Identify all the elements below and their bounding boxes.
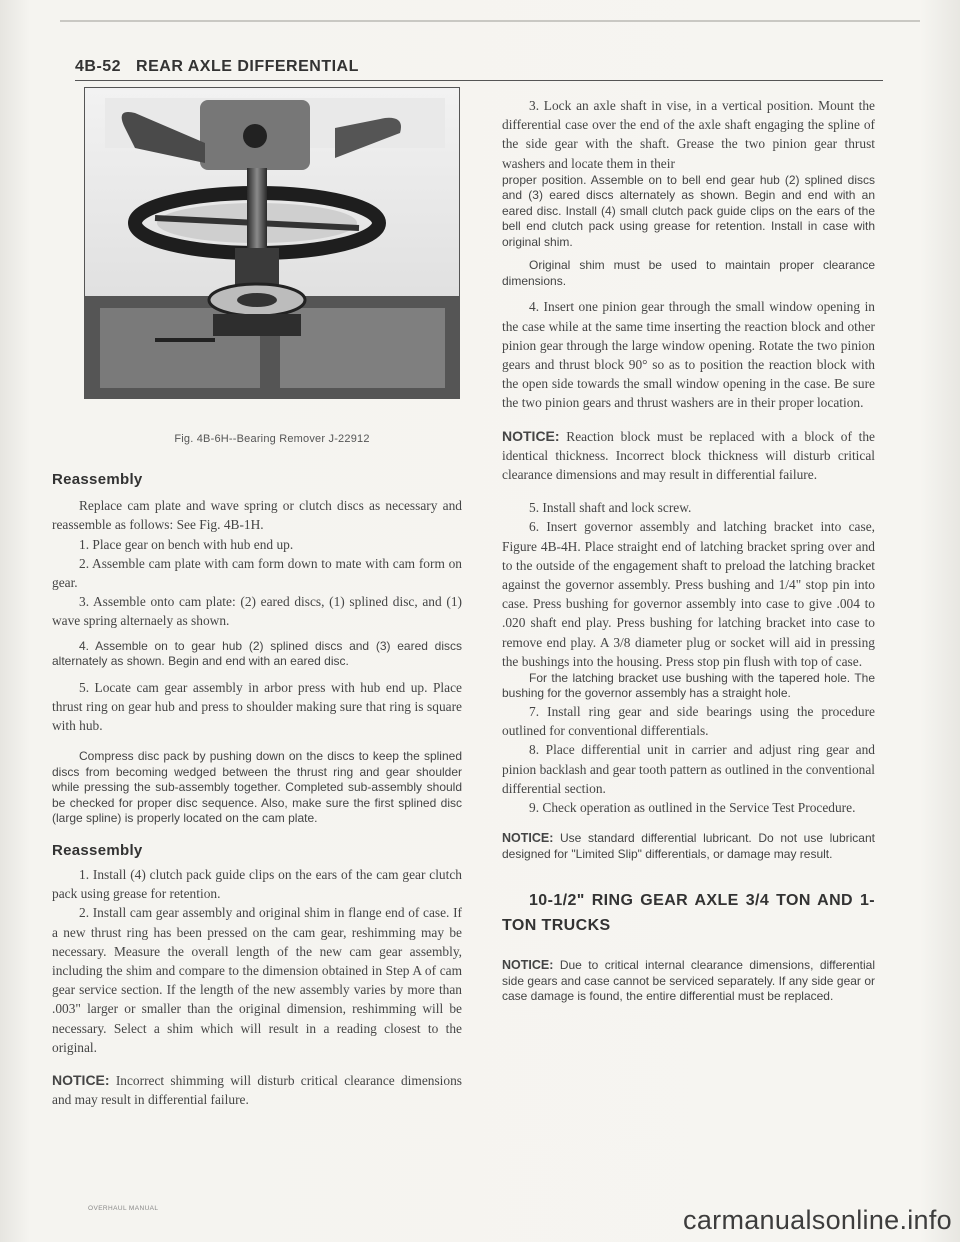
right-paragraph: 8. Place differential unit in carrier and adjust ring gear and pinion backlash and gear tooth pattern as outlined in the conventional differential section.	[502, 742, 875, 796]
scan-edge-line	[60, 20, 920, 22]
left-paragraph: 5. Locate cam gear assembly in arbor press with hub end up. Place thrust ring on gear hub and press to shoulder making sure that ring is square with hub.	[52, 679, 462, 734]
notice-text: Use standard differential lubricant. Do not use lubricant designed for "Limited Slip" differentials, or damage may result.	[502, 831, 875, 861]
notice-text: Due to critical internal clearance dimensions, differential side gears and case cannot be serviced separately. If any side gear or case damage is found, the entire differential must be replaced.	[502, 958, 875, 1004]
press-tool-illustration	[85, 88, 459, 398]
ring-gear-axle-heading: 10-1/2" RING GEAR AXLE 3/4 TON AND 1-TON TRUCKS	[502, 892, 875, 935]
right-paragraph: 3. Lock an axle shaft in vise, in a vertical position. Mount the differential case over the end of the axle shaft engaging the spline of the side gear with the shaft. Grease the two pinion gear thrust washers and locate them in their	[502, 98, 875, 171]
notice-shimming	[52, 1071, 462, 1109]
right-paragraph: 7. Install ring gear and side bearings using the procedure outlined for conventional differentials.	[502, 703, 875, 739]
right-paragraph: For the latching bracket use bushing with the tapered hole. The bushing for the governor assembly has a straight hole.	[502, 670, 875, 701]
right-paragraph: 9. Check operation as outlined in the Service Test Procedure.	[529, 799, 856, 815]
left-paragraph: 4. Assemble on to gear hub (2) splined discs and (3) eared discs alternately as shown. Begin and end with an eared disc.	[52, 638, 462, 669]
left-paragraph: 2. Assemble cam plate with cam form down to mate with cam form on gear.	[52, 555, 462, 591]
page-number: 4B-52	[75, 58, 122, 75]
notice-label: NOTICE:	[502, 427, 560, 444]
left-paragraph: 2. Install cam gear assembly and original shim in flange end of case. If a new thrust ring has been pressed on the cam gear, reshimming may be necessary. Measure the overall length of the new cam gear assembly, including the shim and compare to the dimension obtained in Step A of cam gear service section. If the length of the new assembly varies by more than .003" larger or smaller than the original dimension, reshimming will be necessary. Select a shim which will result in a reading closest to the original.	[52, 905, 462, 1055]
notice-lubricant	[502, 831, 875, 862]
left-paragraph: 3. Assemble onto cam plate: (2) eared discs, (1) splined disc, and (1) wave spring alternaely as shown.	[52, 594, 462, 629]
notice-internal-clearance	[502, 958, 875, 1005]
left-paragraph: 1. Place gear on bench with hub end up.	[79, 536, 294, 552]
left-paragraph: Replace cam plate and wave spring or clutch discs as necessary and reassemble as follows: See Fig. 4B-1H.	[52, 498, 462, 533]
left-column	[52, 470, 462, 1109]
right-paragraph: 4. Insert one pinion gear through the small window opening in the case while at the same time inserting the reaction block and other pinion gear through the large window opening. Rotate the two pinion gears and thrust block 90° so as to position the reaction block with the open side towards the small window opening in the case. Be sure the two pinion gears and thrust washers are in their proper location.	[502, 299, 875, 411]
notice-label: NOTICE:	[502, 958, 554, 973]
right-paragraph: proper position. Assemble on to bell end gear hub (2) splined discs and (3) eared discs alternately as shown. Begin and end with an eared disc. Install (4) small clutch pack guide clips on the ears of the bell end clutch pack using grease for retention. Install in case with original shim.	[502, 172, 875, 249]
right-paragraph: Original shim must be used to maintain proper clearance dimensions.	[502, 258, 875, 288]
bearing-remover-photo	[84, 87, 460, 399]
notice-label: NOTICE:	[52, 1071, 110, 1088]
left-paragraph: Compress disc pack by pushing down on the discs to keep the splined discs from becoming wedged between the thrust ring and gear shoulder while pressing the sub-assembly together. Completed sub-assembly should be checked for proper disc sequence. Also, make sure the first splined disc (large spline) is properly located on the cam plate.	[52, 749, 462, 826]
watermark: carmanualsonline.info	[683, 1205, 952, 1235]
right-column	[502, 96, 875, 1005]
page-header	[75, 58, 883, 81]
right-paragraph: 5. Install shaft and lock screw.	[529, 500, 692, 516]
notice-text: Incorrect shimming will disturb critical clearance dimensions and may result in differential failure.	[52, 1072, 462, 1108]
figure-caption: Fig. 4B-6H--Bearing Remover J-22912	[174, 433, 370, 445]
notice-label: NOTICE:	[502, 831, 554, 846]
section-title: REAR AXLE DIFFERENTIAL	[136, 58, 359, 75]
reassembly-heading-1: Reassembly	[52, 471, 143, 488]
reassembly-heading-2: Reassembly	[52, 841, 143, 859]
right-paragraph: 6. Insert governor assembly and latching bracket into case, Figure 4B-4H. Place straight end of latching bracket spring over and to the outside of the engagement shaft to preload the latching bracket against the governor assembly. Press bushing and 1/4" stop pin into case. Press bushing for governor assembly into case to give .004 to .020 shaft end play. Press bushing for latching bracket into case to remove end play. A 3/8 diameter plug or socket will aid in pressing the bushings into the housing. Press stop pin flush with top of case.	[502, 519, 875, 669]
notice-text: Reaction block must be replaced with a block of the identical thickness. Incorrect block thickness will disturb critical clearance dimensions and may result in differential failure.	[502, 428, 875, 482]
page-footer: OVERHAUL MANUAL	[88, 1205, 159, 1212]
notice-reaction-block	[502, 427, 875, 485]
left-paragraph: 1. Install (4) clutch pack guide clips on the ears of the cam gear clutch pack using grease for retention.	[52, 866, 462, 902]
